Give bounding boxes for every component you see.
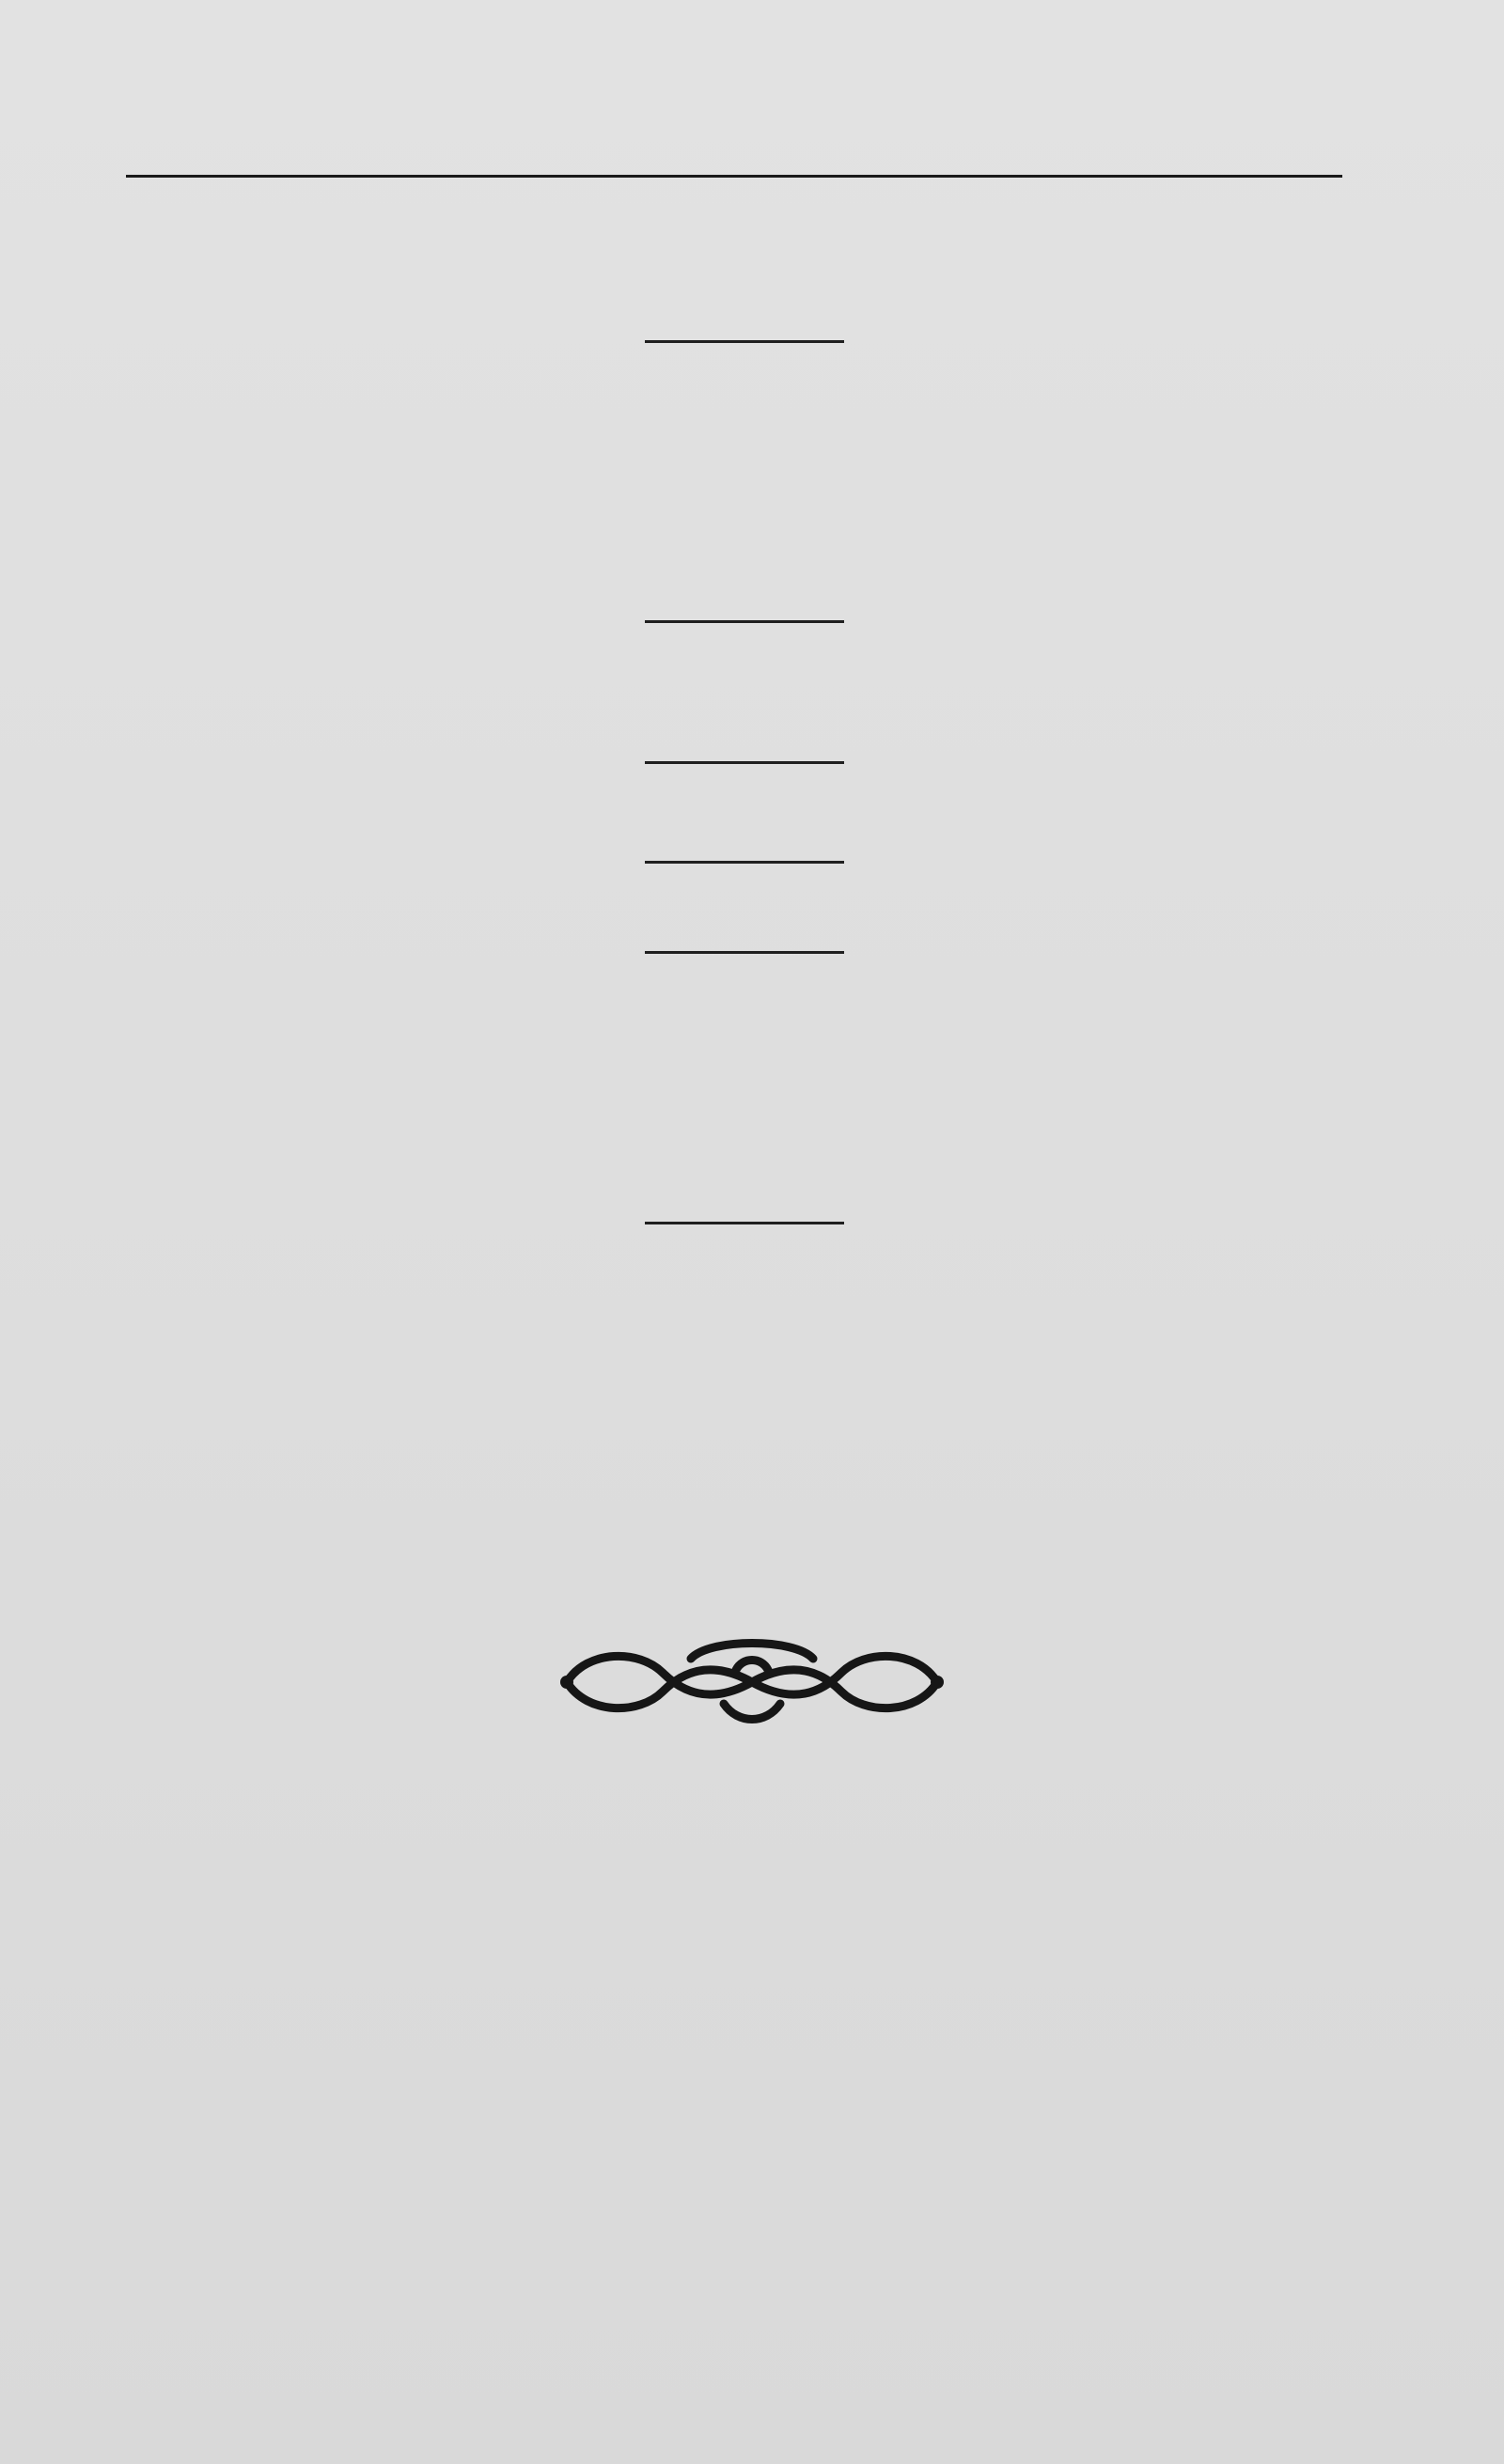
knot-ornament-icon: [550, 1630, 954, 1734]
divider: [645, 951, 844, 954]
divider: [645, 861, 844, 864]
running-head: [126, 120, 1342, 177]
divider: [645, 1222, 844, 1224]
divider: [645, 761, 844, 764]
divider: [645, 620, 844, 623]
header-rule: [126, 175, 1342, 178]
divider: [645, 340, 844, 343]
